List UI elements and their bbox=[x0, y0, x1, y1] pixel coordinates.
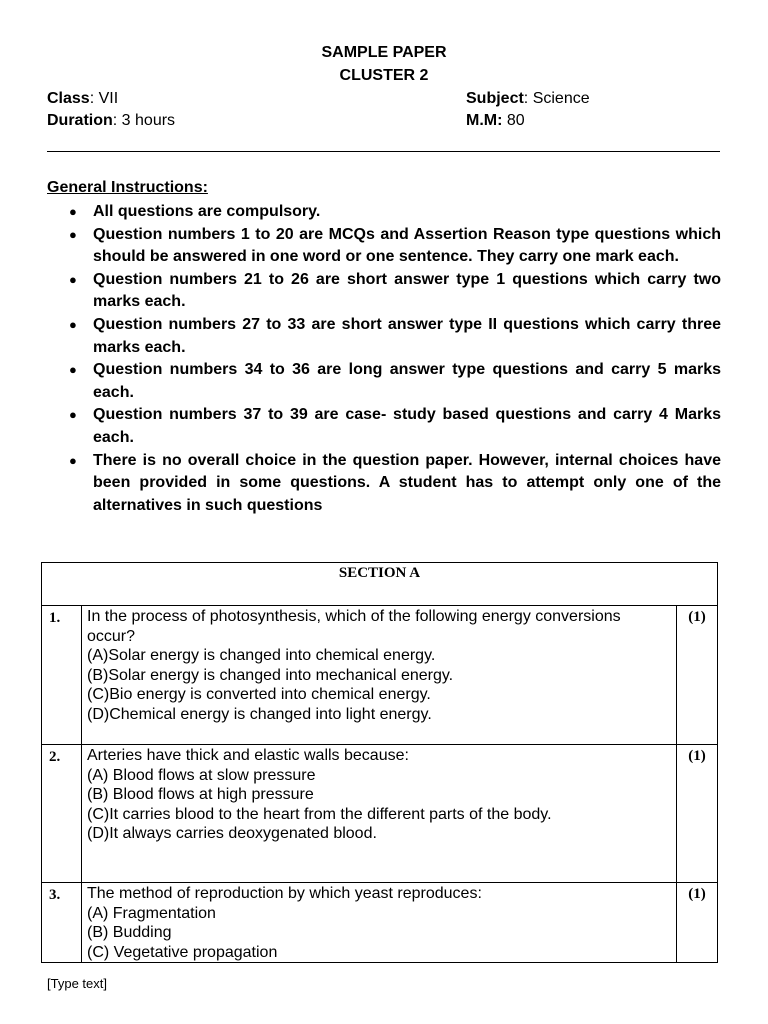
question-text: Arteries have thick and elastic walls because: bbox=[87, 747, 409, 764]
option-d: (D)Chemical energy is changed into light energy. bbox=[87, 705, 432, 723]
header-divider bbox=[47, 151, 720, 152]
subject-info bbox=[466, 90, 590, 108]
class-info bbox=[47, 90, 118, 108]
bullet-icon: ● bbox=[69, 204, 77, 219]
question-content bbox=[82, 745, 677, 883]
paper-title: SAMPLE PAPER bbox=[321, 44, 447, 61]
option-c: (C)Bio energy is converted into chemical energy. bbox=[87, 686, 431, 704]
instructions-title: General Instructions: bbox=[47, 179, 208, 196]
subject-label: Subject bbox=[466, 90, 524, 107]
question-row bbox=[42, 745, 718, 883]
bullet-icon: ● bbox=[69, 407, 77, 423]
question-text: The method of reproduction by which yeast reproduces: bbox=[87, 885, 482, 902]
option-b: (B) Blood flows at high pressure bbox=[87, 786, 314, 804]
bullet-icon: ● bbox=[69, 362, 77, 378]
instruction-item: ● Question numbers 21 to 26 are short answer type 1 questions which carry two marks each. bbox=[69, 270, 721, 311]
instruction-item: ● Question numbers 34 to 36 are long answer type questions and carry 5 marks each. bbox=[69, 361, 721, 401]
instruction-item: ● Question numbers 27 to 33 are short answer type II questions which carry three marks each. bbox=[69, 315, 721, 356]
question-row bbox=[42, 883, 718, 963]
duration-value: : 3 hours bbox=[112, 112, 176, 129]
option-a: (A) Blood flows at slow pressure bbox=[87, 766, 316, 784]
question-marks: (1) bbox=[677, 745, 718, 883]
option-b: (B) Budding bbox=[87, 924, 172, 942]
option-c: (C) Vegetative propagation bbox=[87, 943, 278, 961]
question-marks: (1) bbox=[677, 883, 718, 963]
class-label: Class bbox=[47, 90, 90, 107]
option-b: (B)Solar energy is changed into mechanical energy. bbox=[87, 666, 454, 684]
instructions-list bbox=[66, 201, 721, 517]
question-text: In the process of photosynthesis, which of the following energy conversions occur? bbox=[87, 608, 621, 645]
duration-info bbox=[47, 112, 175, 130]
footer-placeholder: [Type text] bbox=[47, 976, 107, 991]
max-marks-value: 80 bbox=[502, 112, 525, 129]
bullet-icon: ● bbox=[69, 316, 77, 332]
question-marks: (1) bbox=[677, 606, 718, 745]
instruction-item: ● All questions are compulsory. bbox=[66, 201, 721, 224]
option-a: (A) Fragmentation bbox=[87, 904, 216, 922]
instruction-item: ● There is no overall choice in the question paper. However, internal choices have been provided in some questions. A student has to attempt only one of the alternatives in such questions bbox=[69, 451, 721, 514]
option-d: (D)It always carries deoxygenated blood. bbox=[87, 825, 377, 843]
bullet-icon: ● bbox=[69, 452, 77, 468]
question-row bbox=[42, 606, 718, 745]
subject-value: : Science bbox=[523, 90, 590, 107]
section-a-table bbox=[41, 562, 718, 963]
duration-label: Duration bbox=[47, 112, 113, 129]
instruction-item: ● Question numbers 37 to 39 are case- study based questions and carry 4 Marks each. bbox=[69, 406, 721, 446]
section-title: SECTION A bbox=[42, 563, 718, 606]
question-number: 3. bbox=[42, 883, 82, 963]
bullet-icon: ● bbox=[69, 226, 77, 242]
option-a: (A)Solar energy is changed into chemical energy. bbox=[87, 647, 436, 665]
max-marks-info bbox=[466, 112, 525, 130]
question-number: 1. bbox=[42, 606, 82, 745]
option-c: (C)It carries blood to the heart from the different parts of the body. bbox=[87, 805, 552, 823]
max-marks-label: M.M: bbox=[466, 112, 503, 129]
class-value: : VII bbox=[89, 90, 119, 107]
bullet-icon: ● bbox=[69, 271, 77, 287]
question-content bbox=[82, 883, 677, 963]
instruction-item: ● Question numbers 1 to 20 are MCQs and Assertion Reason type questions which should be answered in one word or one sentence. They carry one mark each. bbox=[69, 225, 721, 266]
question-number: 2. bbox=[42, 745, 82, 883]
paper-subtitle: CLUSTER 2 bbox=[339, 67, 429, 84]
question-content bbox=[82, 606, 677, 745]
